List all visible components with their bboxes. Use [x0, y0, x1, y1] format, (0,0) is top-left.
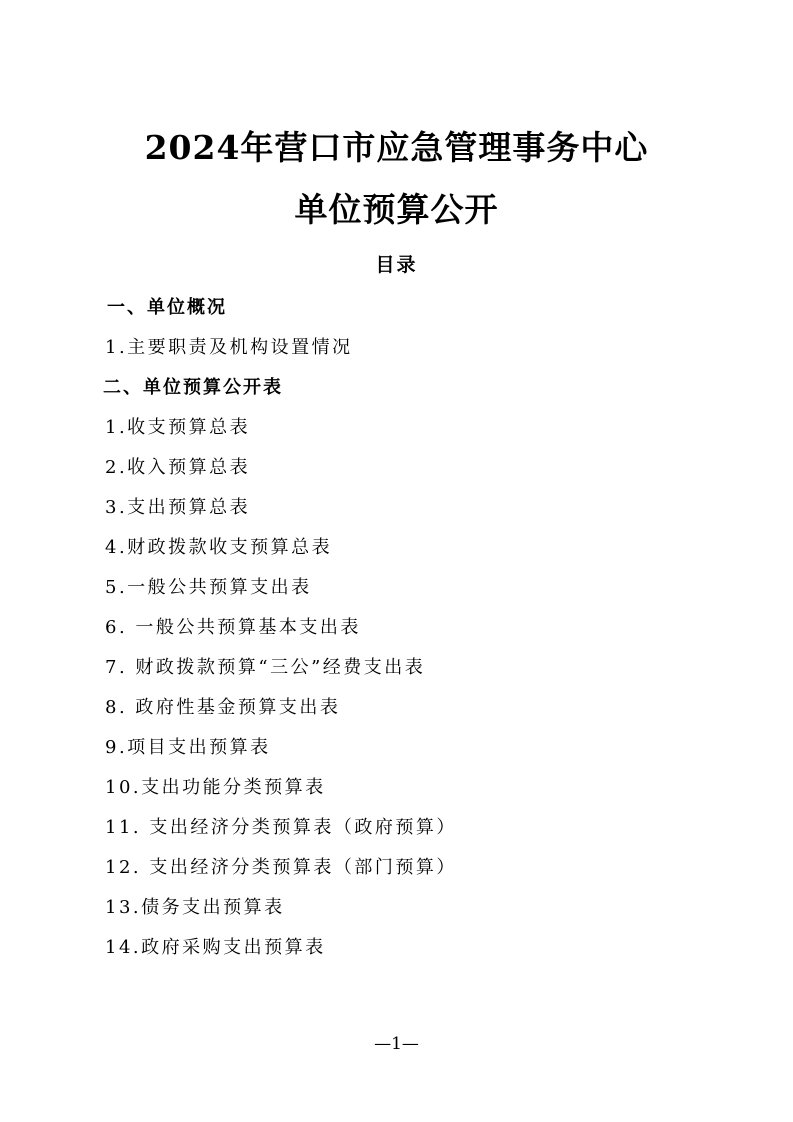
toc-item: 12. 支出经济分类预算表（部门预算） — [105, 857, 457, 878]
toc-item: 2.收入预算总表 — [105, 457, 251, 478]
toc-section-unit-overview: 一、单位概况 — [107, 297, 227, 318]
toc-item: 6. 一般公共预算基本支出表 — [105, 617, 361, 638]
toc-item: 9.项目支出预算表 — [105, 737, 271, 758]
toc-item: 13.债务支出预算表 — [105, 897, 285, 918]
document-title-line-1: 2024年营口市应急管理事务中心 — [144, 128, 649, 167]
table-of-contents — [0, 288, 793, 968]
toc-item: 7. 财政拨款预算“三公”经费支出表 — [105, 657, 426, 678]
toc-item: 3.支出预算总表 — [105, 497, 251, 518]
toc-heading: 目录 — [375, 254, 418, 276]
toc-item: 5.一般公共预算支出表 — [105, 577, 312, 598]
toc-item: 1.主要职责及机构设置情况 — [105, 337, 353, 358]
toc-section-budget-tables: 二、单位预算公开表 — [103, 377, 283, 398]
document-title-line-2: 单位预算公开 — [294, 190, 499, 229]
toc-item: 11. 支出经济分类预算表（政府预算） — [105, 817, 457, 838]
page-number: —1— — [374, 1034, 419, 1054]
toc-item: 1.收支预算总表 — [105, 417, 251, 438]
toc-item: 14.政府采购支出预算表 — [105, 937, 326, 958]
toc-item: 8. 政府性基金预算支出表 — [105, 697, 341, 718]
toc-item: 10.支出功能分类预算表 — [105, 777, 326, 798]
toc-item: 4.财政拨款收支预算总表 — [105, 537, 333, 558]
